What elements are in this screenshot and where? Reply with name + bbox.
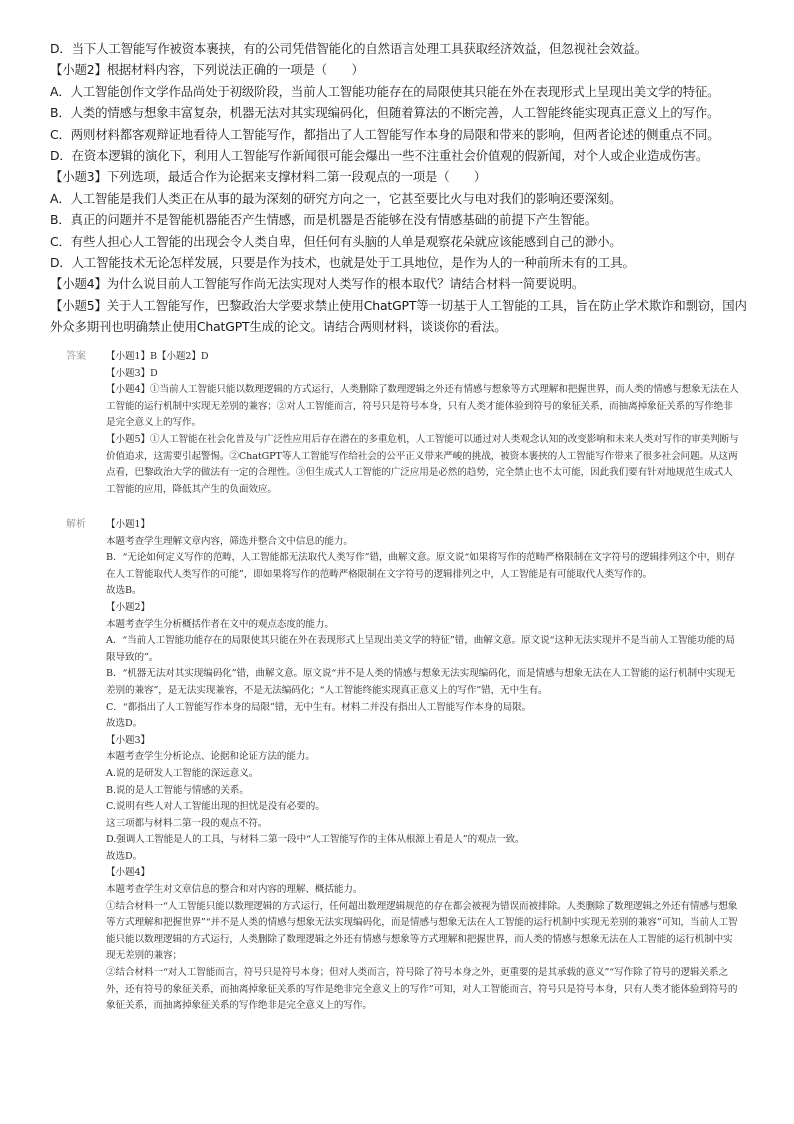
answer-label: 答案 — [66, 351, 86, 362]
analysis-line: 【小题3】 — [106, 734, 150, 746]
analysis-body — [106, 517, 742, 1015]
analysis-line: A．“当前人工智能功能存在的局限使其只能在外在表现形式上呈现出美文学的特征”错，曲解文意。原文说“这种无法实现并不是当前人工智能功能的局限导致的”。 — [106, 635, 735, 663]
analysis-line: D.强调人工智能是人的工具，与材料二第一段中“人工智能写作的主体从根源上看是人”的观点一致。 — [106, 834, 525, 846]
question-line: 【小题2】根据材料内容，下列说法正确的一项是（ ） — [50, 62, 364, 78]
answer-line: 【小题3】D — [106, 367, 158, 379]
analysis-line: 故选B。 — [106, 585, 142, 597]
answer-body — [106, 349, 742, 498]
analysis-line: 【小题4】 — [106, 867, 150, 879]
question-line: D．当下人工智能写作被资本裹挟，有的公司凭借智能化的自然语言处理工具获取经济效益，但忽视社会效益。 — [50, 41, 647, 56]
analysis-label: 解析 — [66, 519, 86, 530]
question-line: 【小题5】关于人工智能写作，巴黎政治大学要求禁止使用ChatGPT等一切基于人工智能的工具，旨在防止学术欺诈和剽窃，国内外众多期刊也明确禁止使用ChatGPT生成的论文。请结合两则材料，谈谈你的看法。 — [50, 297, 747, 335]
analysis-line: 故选D。 — [106, 718, 143, 730]
question-line: C．两则材料都客观辩证地看待人工智能写作，都指出了人工智能写作本身的局限和带来的影响，但两者论述的侧重点不同。 — [50, 126, 720, 142]
question-line: C．有些人担心人工智能的出现会令人类自卑，但任何有头脑的人单是观察花朵就应该能感到自己的渺小。 — [50, 233, 622, 249]
analysis-line: B．“机器无法对其实现编码化”错，曲解文意。原文说“并不是人类的情感与想象无法实现编码化，而是情感与想象无法在人工智能的运行机制中实现无差别的兼容”，是无法实现兼容，不是无法编码化；“人工智能终能实现真正意义上的写作”错，无中生有。 — [106, 668, 735, 696]
answer-line: 【小题1】B【小题2】D — [106, 351, 209, 362]
question-line: D．在资本逻辑的演化下，利用人工智能写作新闻很可能会爆出一些不注重社会价值观的假新闻，对个人或企业造成伤害。 — [50, 148, 709, 164]
analysis-line: 【小题1】 — [106, 519, 150, 530]
analysis-line: A.说的是研发人工智能的深远意义。 — [106, 767, 259, 779]
answer-line: 【小题4】①当前人工智能只能以数理逻辑的方式运行，人类删除了数理逻辑之外还有情感与想象等方式理解和把握世界，而人类的情感与想象无法在人工智能的运行机制中实现无差别的兼容；②对人工智能而言，符号只是符号本身，只有人类才能体验到符号的象征关系，而抽离掉象征关系的写作绝非是完全意义上的写作。 — [106, 384, 739, 429]
analysis-line: C．“都指出了人工智能写作本身的局限”错，无中生有。材料二并没有指出人工智能写作本身的局限。 — [106, 701, 532, 713]
question-line: B．人类的情感与想象丰富复杂，机器无法对其实现编码化，但随着算法的不断完善，人工智能终能实现真正意义上的写作。 — [50, 105, 720, 121]
analysis-line: B.说的是人工智能与情感的关系。 — [106, 784, 249, 796]
analysis-line: 故选D。 — [106, 850, 143, 862]
analysis-line: ①结合材料一“人工智能只能以数理逻辑的方式运行，任何超出数理逻辑规范的存在都会被视为错误而被排除。人类删除了数理逻辑之外还有情感与想象等方式理解和把握世界”“并不是人类的情感与想象无法实现编码化，而是情感与想象无法在人工智能的运行机制中实现无差别的兼容”可知，当前人工智能只能以数理逻辑的方式运行，人类删除了数理逻辑之外还有情感与想象等方式理解和把握世界，而人类的情感与想象无法在人工智能的运行机制中实现无差别的兼容； — [106, 900, 738, 962]
answer-line: 【小题5】①人工智能在社会化普及与广泛性应用后存在潜在的多重危机，人工智能可以通过对人类观念认知的改变影响和未来人类对写作的审美判断与价值追求，这需要引起警惕。②ChatGPT等人工智能写作给社会的公平正义带来严峻的挑战，被资本裹挟的人工智能写作带来了很多社会问题。从这两点看，巴黎政治大学的做法有一定的合理性。③但生成式人工智能的广泛应用是必然的趋势，完全禁止也不太可能，因此我们要有针对地规范生成式人工智能的应用，降低其产生的负面效应。 — [106, 433, 739, 495]
analysis-line: 这三项都与材料二第一段的观点不符。 — [106, 817, 268, 829]
question-line: 【小题4】为什么说目前人工智能写作尚无法实现对人类写作的根本取代？请结合材料一简要说明。 — [50, 276, 585, 292]
question-line: A．人工智能创作文学作品尚处于初级阶段，当前人工智能功能存在的局限使其只能在外在表现形式上呈现出美文学的特征。 — [50, 83, 720, 99]
analysis-line: C.说明有些人对人工智能出现的担忧是没有必要的。 — [106, 801, 325, 813]
analysis-line: 【小题2】 — [106, 601, 150, 613]
analysis-line: 本题考查学生分析论点、论据和论证方法的能力。 — [106, 751, 315, 763]
analysis-line: 本题考查学生对文章信息的整合和对内容的理解、概括能力。 — [106, 884, 363, 896]
analysis-line: B．“无论如何定义写作的范畴，人工智能都无法取代人类写作”错，曲解文意。原文说“如果将写作的范畴严格限制在文字符号的逻辑排列这个中，则存在人工智能取代人类写作的可能”，即如果将写作的范畴严格限制在文字符号的逻辑排列之中，人工智能是有可能取代人类写作的。 — [106, 552, 735, 580]
analysis-line: 本题考查学生理解文章内容，筛选并整合文中信息的能力。 — [106, 535, 353, 547]
analysis-line: 本题考查学生分析概括作者在文中的观点态度的能力。 — [106, 618, 334, 630]
question-line: A．人工智能是我们人类正在从事的最为深刻的研究方向之一，它甚至要比火与电对我们的影响还要深刻。 — [50, 190, 622, 206]
analysis-line: ②结合材料一“对人工智能而言，符号只是符号本身；但对人类而言，符号除了符号本身之外，更重要的是其承载的意义”“写作除了符号的逻辑关系之外，还有符号的象征关系，而抽离掉象征关系的写作是绝非完全意义上的写作”可知，对人工智能而言，符号只是符号本身，只有人类才能体验到符号的象征关系，而抽离掉象征关系的写作绝非是完全意义上的写作。 — [106, 967, 738, 1012]
question-line: B．真正的问题并不是智能机器能否产生情感，而是机器是否能够在没有情感基础的前提下产生智能。 — [50, 212, 597, 228]
question-line: 【小题3】下列选项，最适合作为论据来支撑材料二第一段观点的一项是（ ） — [50, 169, 487, 185]
question-line: D．人工智能技术无论怎样发展，只要是作为技术，也就是处于工具地位，是作为人的一种前所未有的工具。 — [50, 255, 635, 271]
question-section — [50, 38, 756, 338]
